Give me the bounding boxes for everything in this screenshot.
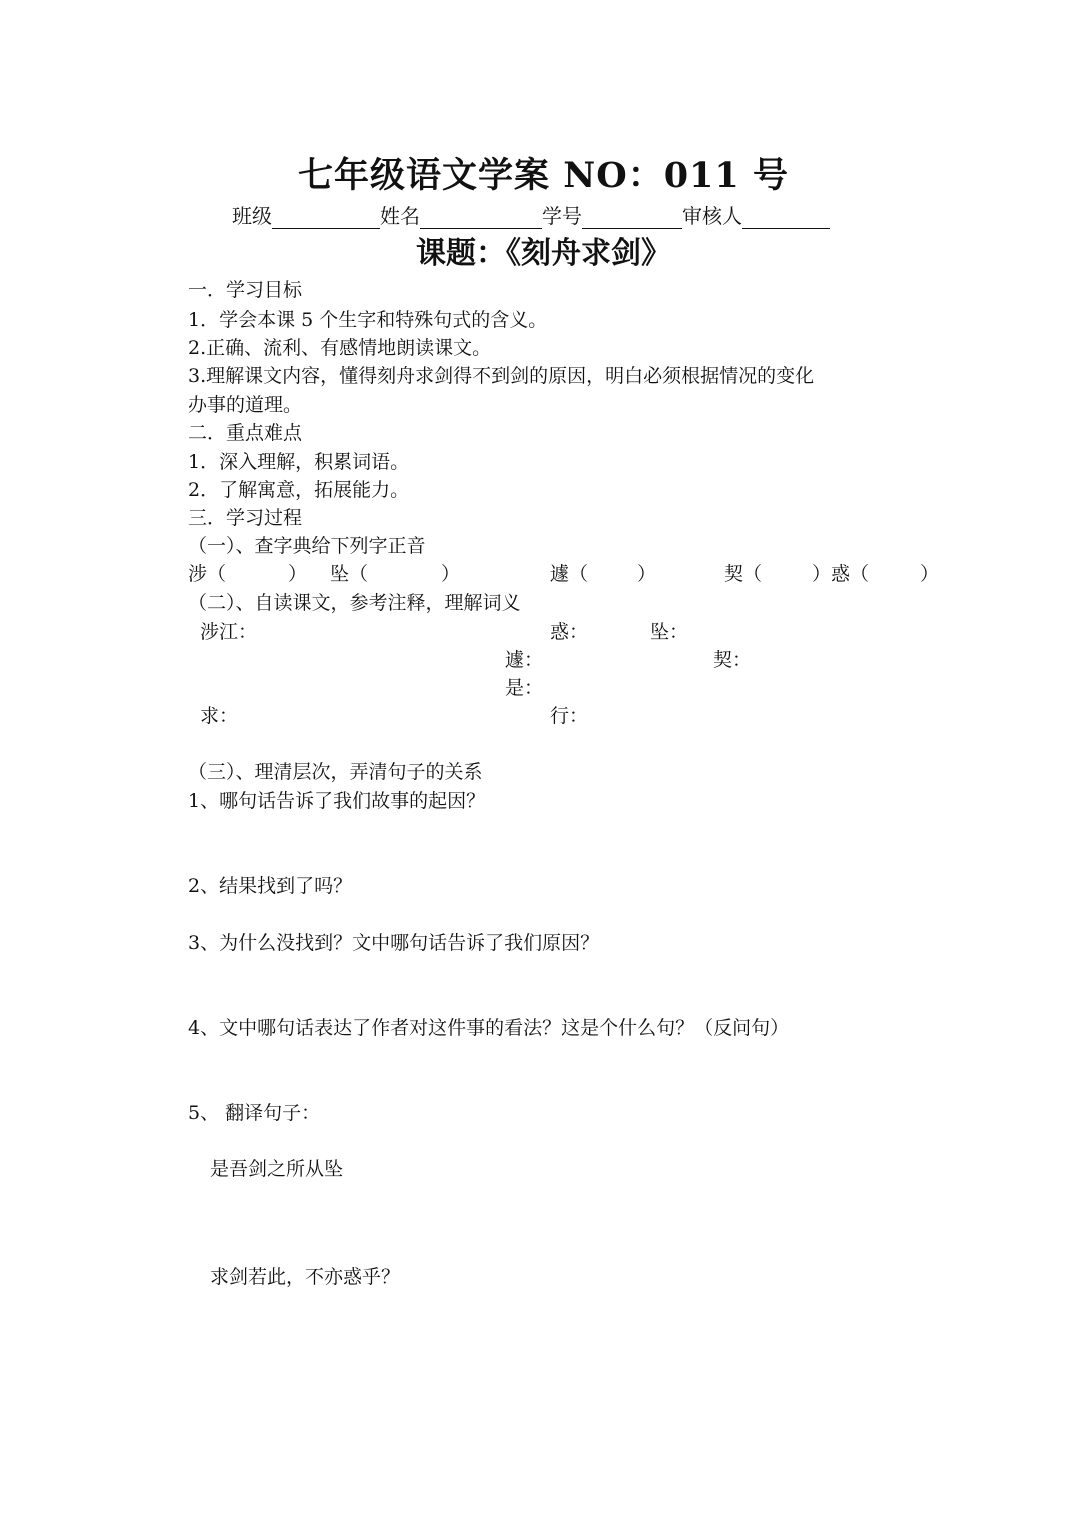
vocab-ju: 遽： (505, 649, 544, 671)
goal-item: 3.理解课文内容，懂得刻舟求剑得不到剑的原因，明白必须根据情况的变化 (188, 365, 815, 387)
vocab-qi: 契： (713, 649, 752, 671)
char-qi: 契（ (724, 563, 763, 585)
key-points-heading: 二．重点难点 (188, 422, 303, 444)
question-3: 3、为什么没找到？文中哪句话告诉了我们原因？ (188, 932, 600, 954)
char-close: ） (920, 563, 940, 585)
char-huo: ）惑（ (812, 563, 870, 585)
vocab-xing: 行： (550, 705, 589, 727)
key-point-item: 1．深入理解，积累词语。 (188, 451, 410, 473)
name-label: 姓名 (380, 204, 420, 228)
question-1: 1、哪句话告诉了我们故事的起因？ (188, 790, 486, 812)
char-ju: 遽（ (550, 563, 589, 585)
vocab-zhui: 坠： (650, 621, 689, 643)
structure-heading: （三）、理清层次，弄清句子的关系 (188, 761, 483, 783)
vocab-qiu: 求： (200, 705, 239, 727)
page-title: 七年级语文学案 NO：011 号 (298, 155, 789, 196)
reviewer-field[interactable] (742, 206, 830, 229)
student-id-field[interactable] (582, 206, 682, 229)
question-5: 5、 翻译句子： (188, 1102, 321, 1124)
goals-heading: 一．学习目标 (188, 279, 303, 301)
class-label: 班级 (232, 204, 272, 228)
pronunciation-heading: （一）、查字典给下列字正音 (188, 535, 426, 557)
vocabulary-heading: （二）、自读课文，参考注释，理解词义 (188, 592, 521, 614)
reviewer-label: 审核人 (682, 204, 742, 228)
vocab-shejiang: 涉江： (200, 621, 258, 643)
char-close: ） (637, 563, 657, 585)
lesson-title: 课题：《刻舟求剑》 (416, 236, 671, 271)
char-close: ） (441, 563, 461, 585)
key-point-item: 2．了解寓意，拓展能力。 (188, 479, 410, 501)
process-heading: 三．学习过程 (188, 507, 303, 529)
char-close: ） (288, 563, 308, 585)
vocab-huo: 惑： (550, 621, 589, 643)
char-she: 涉（ (188, 563, 227, 585)
translate-sentence-2: 求剑若此，不亦惑乎？ (210, 1266, 401, 1288)
vocab-shi: 是： (505, 677, 544, 699)
name-field[interactable] (420, 206, 542, 229)
goal-item: 1．学会本课 5 个生字和特殊句式的含义。 (188, 309, 548, 331)
class-field[interactable] (272, 206, 380, 229)
question-2: 2、结果找到了吗？ (188, 875, 353, 897)
char-zhui: 坠（ (330, 563, 369, 585)
question-4: 4、文中哪句话表达了作者对这件事的看法？这是个什么句？（反问句） (188, 1017, 790, 1039)
student-info-row (232, 200, 830, 229)
translate-sentence-1: 是吾剑之所从坠 (210, 1158, 344, 1180)
goal-item: 办事的道理。 (188, 394, 303, 416)
student-id-label: 学号 (542, 204, 582, 228)
goal-item: 2.正确、流利、有感情地朗读课文。 (188, 337, 492, 359)
